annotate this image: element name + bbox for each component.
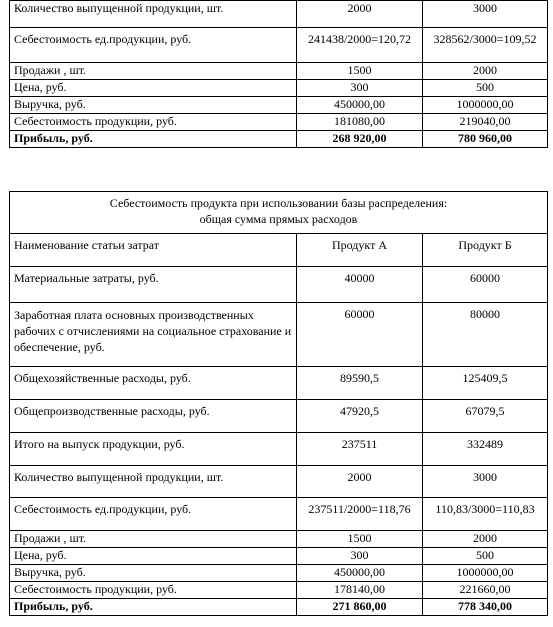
table-row [10, 531, 548, 548]
row-label: Итого на выпуск продукции, руб. [10, 433, 297, 466]
value-a: 271 860,00 [297, 599, 423, 616]
value-b: 3000 [423, 466, 548, 498]
table-row [10, 1, 548, 28]
header-label: Наименование статьи затрат [10, 234, 297, 267]
table-row [10, 498, 548, 531]
table-row [10, 582, 548, 599]
table-header-row [10, 234, 548, 267]
value-a: 241438/2000=120,72 [297, 28, 423, 63]
table-row [10, 97, 548, 114]
value-a: 1500 [297, 531, 423, 548]
value-a: 300 [297, 80, 423, 97]
value-a: 2000 [297, 1, 423, 28]
row-label: Продажи , шт. [10, 531, 297, 548]
row-label: Себестоимость ед.продукции, руб. [10, 28, 297, 63]
value-a: 300 [297, 548, 423, 565]
value-a: 89590,5 [297, 367, 423, 400]
row-label: Материальные затраты, руб. [10, 267, 297, 303]
row-label: Заработная плата основных производственных рабочих с отчислениями на социальное страхование и обеспечение, руб. [10, 303, 297, 367]
value-a: 60000 [297, 303, 423, 367]
row-label: Продажи , шт. [10, 63, 297, 80]
row-label: Цена, руб. [10, 548, 297, 565]
value-b: 500 [423, 80, 548, 97]
table-row [10, 548, 548, 565]
value-a: 237511 [297, 433, 423, 466]
table-row [10, 28, 548, 63]
row-label: Прибыль, руб. [10, 599, 297, 616]
value-b: 3000 [423, 1, 548, 28]
value-a: 40000 [297, 267, 423, 303]
table-row [10, 565, 548, 582]
row-label: Цена, руб. [10, 80, 297, 97]
value-a: 450000,00 [297, 565, 423, 582]
table-row [10, 114, 548, 131]
row-label: Себестоимость продукции, руб. [10, 582, 297, 599]
header-product-a: Продукт А [297, 234, 423, 267]
value-b: 60000 [423, 267, 548, 303]
table-title-row [10, 192, 548, 234]
row-label: Прибыль, руб. [10, 131, 297, 148]
row-label: Выручка, руб. [10, 97, 297, 114]
value-b: 332489 [423, 433, 548, 466]
value-a: 237511/2000=118,76 [297, 498, 423, 531]
cost-table-top [9, 0, 548, 148]
value-b: 125409,5 [423, 367, 548, 400]
cost-table-direct-costs [9, 191, 548, 616]
table-row [10, 433, 548, 466]
value-a: 2000 [297, 466, 423, 498]
value-a: 268 920,00 [297, 131, 423, 148]
table-row [10, 367, 548, 400]
table-row [10, 466, 548, 498]
row-label: Количество выпущенной продукции, шт. [10, 1, 297, 28]
value-b: 1000000,00 [423, 97, 548, 114]
table-row [10, 303, 548, 367]
value-a: 181080,00 [297, 114, 423, 131]
value-b: 67079,5 [423, 400, 548, 433]
row-label: Общехозяйственные расходы, руб. [10, 367, 297, 400]
value-b: 110,83/3000=110,83 [423, 498, 548, 531]
value-b: 328562/3000=109,52 [423, 28, 548, 63]
value-b: 80000 [423, 303, 548, 367]
row-label: Количество выпущенной продукции, шт. [10, 466, 297, 498]
table-row [10, 599, 548, 616]
value-b: 500 [423, 548, 548, 565]
table-title-line: общая сумма прямых расходов [199, 212, 358, 226]
value-a: 47920,5 [297, 400, 423, 433]
row-label: Себестоимость ед.продукции, руб. [10, 498, 297, 531]
row-label: Выручка, руб. [10, 565, 297, 582]
value-b: 221660,00 [423, 582, 548, 599]
value-b: 780 960,00 [423, 131, 548, 148]
table-title-line: Себестоимость продукта при использовании базы распределения: [109, 196, 448, 210]
value-a: 178140,00 [297, 582, 423, 599]
table-row [10, 131, 548, 148]
table-row [10, 267, 548, 303]
row-label: Себестоимость продукции, руб. [10, 114, 297, 131]
table-row [10, 80, 548, 97]
row-label: Общепроизводственные расходы, руб. [10, 400, 297, 433]
header-product-b: Продукт Б [423, 234, 548, 267]
table-title [10, 192, 548, 234]
value-b: 2000 [423, 531, 548, 548]
table-row [10, 400, 548, 433]
value-b: 778 340,00 [423, 599, 548, 616]
value-b: 1000000,00 [423, 565, 548, 582]
table-row [10, 63, 548, 80]
value-b: 219040,00 [423, 114, 548, 131]
value-a: 450000,00 [297, 97, 423, 114]
value-a: 1500 [297, 63, 423, 80]
value-b: 2000 [423, 63, 548, 80]
